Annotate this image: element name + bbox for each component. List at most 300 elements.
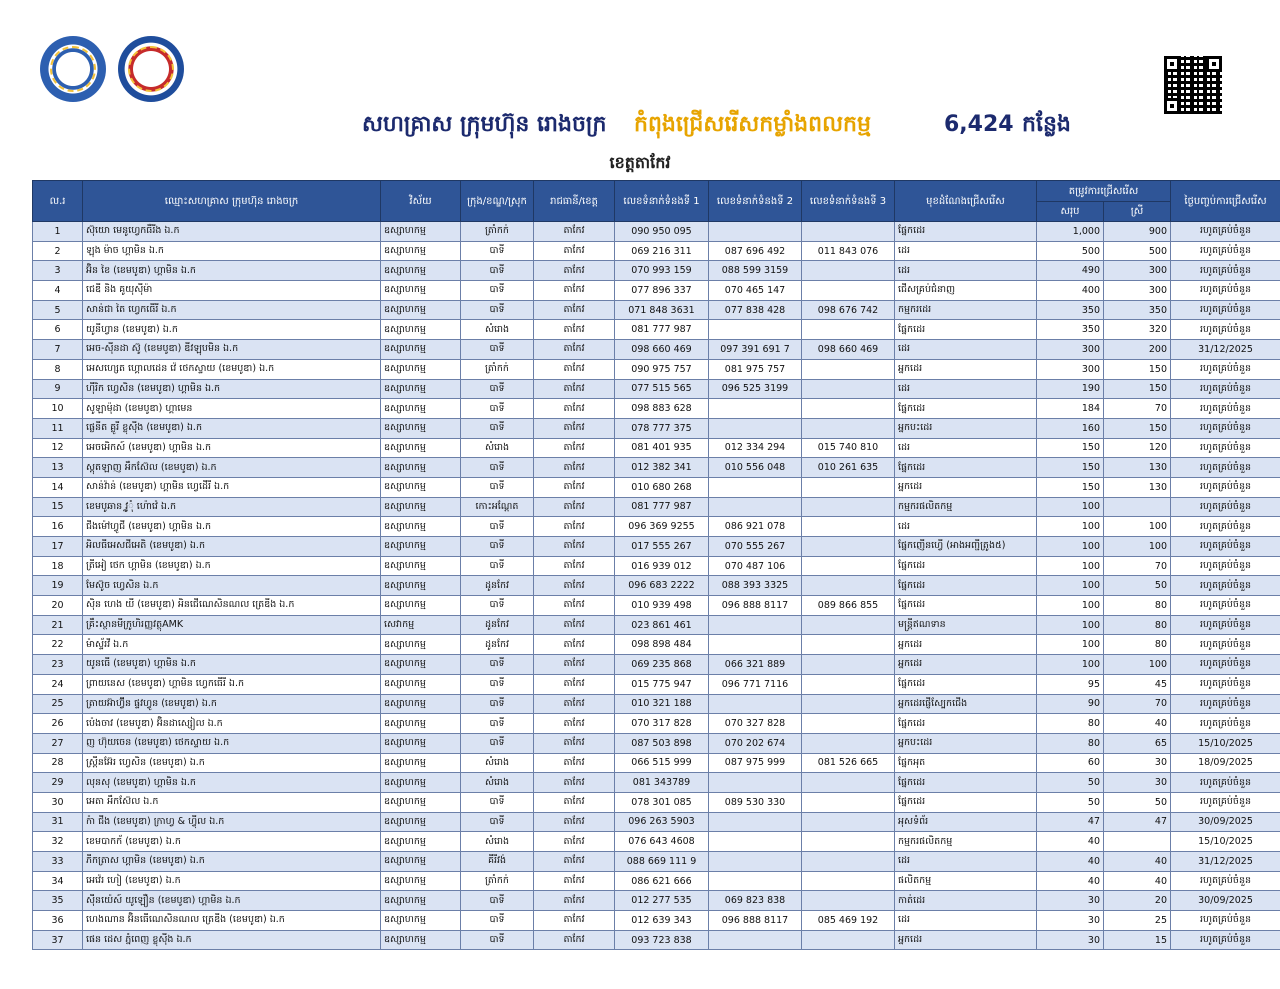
table-row bbox=[33, 674, 1280, 694]
cell-phone3 bbox=[802, 399, 895, 419]
cell-phone2 bbox=[709, 930, 802, 950]
cell-no: 1 bbox=[33, 222, 83, 242]
cell-district: បាទី bbox=[461, 714, 534, 734]
cell-phone3 bbox=[802, 615, 895, 635]
cell-name: ត្រាយអ៊ាហ៊្វីន ផ្ទវហ្វូន (ខេមបូឌា) ឯ.ក bbox=[83, 694, 381, 714]
cell-total: 1,000 bbox=[1037, 222, 1104, 242]
cell-deadline: រហូតគ្រប់ចំនួន bbox=[1171, 537, 1280, 557]
table-row bbox=[33, 399, 1280, 419]
cell-province: តាកែវ bbox=[534, 733, 615, 753]
cell-deadline: រហូតគ្រប់ចំនួន bbox=[1171, 477, 1280, 497]
cell-total: 150 bbox=[1037, 458, 1104, 478]
table-row bbox=[33, 497, 1280, 517]
cell-deadline: រហូតគ្រប់ចំនួន bbox=[1171, 418, 1280, 438]
cell-sector: ឧស្សាហកម្ម bbox=[381, 556, 461, 576]
cell-sector: ឧស្សាហកម្ម bbox=[381, 635, 461, 655]
cell-total: 40 bbox=[1037, 832, 1104, 852]
cell-total: 40 bbox=[1037, 852, 1104, 872]
cell-name: ស៊ុយោ មេនូហ្វេកធឺរីង ឯ.ក bbox=[83, 222, 381, 242]
cell-phone1: 069 216 311 bbox=[615, 241, 709, 261]
cell-phone1: 081 343789 bbox=[615, 773, 709, 793]
cell-total: 100 bbox=[1037, 556, 1104, 576]
cell-phone2 bbox=[709, 852, 802, 872]
title-main: សហគ្រាស ក្រុមហ៊ុន រោងចក្រ bbox=[362, 112, 607, 137]
cell-phone3: 010 261 635 bbox=[802, 458, 895, 478]
cell-province: តាកែវ bbox=[534, 852, 615, 872]
cell-total: 150 bbox=[1037, 438, 1104, 458]
cell-deadline: 30/09/2025 bbox=[1171, 891, 1280, 911]
cell-no: 2 bbox=[33, 241, 83, 261]
cell-district: បាទី bbox=[461, 300, 534, 320]
cell-position: ផ្នែកដេរ bbox=[895, 556, 1037, 576]
cell-phone2 bbox=[709, 418, 802, 438]
cell-district: គីរីវង់ bbox=[461, 852, 534, 872]
cell-female: 120 bbox=[1104, 438, 1171, 458]
cell-position: ផ្នែកដេរ bbox=[895, 458, 1037, 478]
cell-phone3: 081 526 665 bbox=[802, 753, 895, 773]
cell-deadline: រហូតគ្រប់ចំនួន bbox=[1171, 261, 1280, 281]
cell-phone2: 088 599 3159 bbox=[709, 261, 802, 281]
cell-phone3: 015 740 810 bbox=[802, 438, 895, 458]
cell-total: 95 bbox=[1037, 674, 1104, 694]
cell-total: 30 bbox=[1037, 911, 1104, 931]
cell-district: បាទី bbox=[461, 418, 534, 438]
cell-phone3 bbox=[802, 635, 895, 655]
table-row bbox=[33, 930, 1280, 950]
cell-district: ដូនកែវ bbox=[461, 635, 534, 655]
cell-sector: ឧស្សាហកម្ម bbox=[381, 261, 461, 281]
cell-female: 30 bbox=[1104, 753, 1171, 773]
cell-phone2 bbox=[709, 635, 802, 655]
cell-district: កោះអណ្តែត bbox=[461, 497, 534, 517]
cell-phone2: 070 555 267 bbox=[709, 537, 802, 557]
cell-female: 320 bbox=[1104, 320, 1171, 340]
cell-total: 47 bbox=[1037, 812, 1104, 832]
table-row bbox=[33, 418, 1280, 438]
cell-sector: ឧស្សាហកម្ម bbox=[381, 694, 461, 714]
cell-no: 11 bbox=[33, 418, 83, 438]
col-female: ស្រី bbox=[1104, 202, 1171, 222]
cell-total: 50 bbox=[1037, 773, 1104, 793]
table-row bbox=[33, 615, 1280, 635]
cell-total: 300 bbox=[1037, 359, 1104, 379]
col-deadline: ថ្ងៃបញ្ចប់ការជ្រើសរើស bbox=[1171, 181, 1280, 222]
cell-name: ផេន ដេស ភ្នំពេញ ខ្លុស៊ីង ឯ.ក bbox=[83, 930, 381, 950]
cell-no: 3 bbox=[33, 261, 83, 281]
cell-no: 35 bbox=[33, 891, 83, 911]
cell-position: កម្មករផលិតកម្ម bbox=[895, 497, 1037, 517]
cell-phone2: 070 487 106 bbox=[709, 556, 802, 576]
cell-phone3 bbox=[802, 674, 895, 694]
cell-district: បាទី bbox=[461, 694, 534, 714]
cell-district: បាទី bbox=[461, 399, 534, 419]
cell-name: សាន់វ៉ាន់ (ខេមបូឌា) ហ្គាមិន ហ្វេដើរី ឯ.ក bbox=[83, 477, 381, 497]
province-subtitle: ខេត្តតាកែវ bbox=[609, 153, 671, 172]
cell-phone2: 096 888 8117 bbox=[709, 911, 802, 931]
cell-phone2: 081 975 757 bbox=[709, 359, 802, 379]
cell-name: ហេងណាន អ៊ិនធើណេសិនណល ត្រេឌីង (ខេមបូឌា) ឯ.ក bbox=[83, 911, 381, 931]
cell-total: 490 bbox=[1037, 261, 1104, 281]
cell-district: សំរោង bbox=[461, 832, 534, 852]
cell-phone2 bbox=[709, 477, 802, 497]
cell-name: ជេឌី និង គូយុស៊ីម៉ា bbox=[83, 281, 381, 301]
cell-phone3 bbox=[802, 477, 895, 497]
cell-name: ព្រាយនេស (ខេមបូឌា) ហ្គាមិន ហ្វេកធើរី ឯ.ក bbox=[83, 674, 381, 694]
cell-phone2 bbox=[709, 871, 802, 891]
cell-deadline: រហូតគ្រប់ចំនួន bbox=[1171, 792, 1280, 812]
cell-position: អ្នកបះដេរ bbox=[895, 733, 1037, 753]
cell-no: 4 bbox=[33, 281, 83, 301]
cell-sector: ឧស្សាហកម្ម bbox=[381, 379, 461, 399]
cell-total: 150 bbox=[1037, 477, 1104, 497]
cell-name: ស៊ិន ហេង យី (ខេមបូឌា) អិនជើណេសិនណល ត្រេឌីង ឯ.ក bbox=[83, 596, 381, 616]
col-no: ល.រ bbox=[33, 181, 83, 222]
cell-district: បាទី bbox=[461, 596, 534, 616]
cell-phone3 bbox=[802, 379, 895, 399]
cell-sector: ឧស្សាហកម្ម bbox=[381, 497, 461, 517]
cell-position: ផ្នែកដេរ bbox=[895, 399, 1037, 419]
cell-district: ដូនកែវ bbox=[461, 615, 534, 635]
cell-deadline: រហូតគ្រប់ចំនួន bbox=[1171, 615, 1280, 635]
cell-female: 50 bbox=[1104, 576, 1171, 596]
cell-province: តាកែវ bbox=[534, 418, 615, 438]
cell-sector: ឧស្សាហកម្ម bbox=[381, 930, 461, 950]
cell-deadline: រហូតគ្រប់ចំនួន bbox=[1171, 497, 1280, 517]
cell-female: 45 bbox=[1104, 674, 1171, 694]
cell-phone2 bbox=[709, 812, 802, 832]
cell-phone1: 098 883 628 bbox=[615, 399, 709, 419]
cell-position: ដេរ bbox=[895, 379, 1037, 399]
cell-phone2: 097 391 691 7 bbox=[709, 340, 802, 360]
cell-phone2: 012 334 294 bbox=[709, 438, 802, 458]
cell-phone1: 010 680 268 bbox=[615, 477, 709, 497]
cell-sector: ឧស្សាហកម្ម bbox=[381, 438, 461, 458]
cell-phone2: 086 921 078 bbox=[709, 517, 802, 537]
cell-phone2: 010 556 048 bbox=[709, 458, 802, 478]
cell-phone2: 096 771 7116 bbox=[709, 674, 802, 694]
cell-position: ផ្នែកដេរ bbox=[895, 792, 1037, 812]
cell-phone1: 070 993 159 bbox=[615, 261, 709, 281]
cell-position: ផ្នែកដេរ bbox=[895, 222, 1037, 242]
cell-deadline: 31/12/2025 bbox=[1171, 340, 1280, 360]
cell-name: លុនសុ (ខេមបូឌា) ហ្គាមិន ឯ.ក bbox=[83, 773, 381, 793]
cell-sector: ឧស្សាហកម្ម bbox=[381, 674, 461, 694]
cell-province: តាកែវ bbox=[534, 911, 615, 931]
cell-position: ដេរ bbox=[895, 340, 1037, 360]
cell-female: 20 bbox=[1104, 891, 1171, 911]
cell-sector: ឧស្សាហកម្ម bbox=[381, 359, 461, 379]
cell-province: តាកែវ bbox=[534, 792, 615, 812]
cell-position: ផ្នែកអុត bbox=[895, 753, 1037, 773]
cell-female: 65 bbox=[1104, 733, 1171, 753]
cell-phone3 bbox=[802, 733, 895, 753]
cell-sector: ឧស្សាហកម្ម bbox=[381, 733, 461, 753]
cell-deadline: រហូតគ្រប់ចំនួន bbox=[1171, 359, 1280, 379]
table-row bbox=[33, 773, 1280, 793]
cell-position: ជើសគ្រប់ជំនាញ bbox=[895, 281, 1037, 301]
cell-phone1: 093 723 838 bbox=[615, 930, 709, 950]
table-row bbox=[33, 517, 1280, 537]
cell-name: យូនីហ្វាន (ខេមបូឌា) ឯ.ក bbox=[83, 320, 381, 340]
cell-total: 500 bbox=[1037, 241, 1104, 261]
cell-no: 33 bbox=[33, 852, 83, 872]
cell-female: 350 bbox=[1104, 300, 1171, 320]
cell-female bbox=[1104, 832, 1171, 852]
cell-district: បាទី bbox=[461, 241, 534, 261]
cell-phone3 bbox=[802, 871, 895, 891]
cell-sector: ឧស្សាហកម្ម bbox=[381, 320, 461, 340]
cell-name: ញ ហ៊ុយចេន (ខេមបូឌា) ថេកស្ទាយ ឯ.ក bbox=[83, 733, 381, 753]
cell-female: 15 bbox=[1104, 930, 1171, 950]
cell-province: តាកែវ bbox=[534, 615, 615, 635]
cell-sector: ឧស្សាហកម្ម bbox=[381, 399, 461, 419]
cell-position: ផ្នែកដេរ bbox=[895, 596, 1037, 616]
cell-phone1: 070 317 828 bbox=[615, 714, 709, 734]
cell-phone3 bbox=[802, 694, 895, 714]
cell-deadline: រហូតគ្រប់ចំនួន bbox=[1171, 714, 1280, 734]
cell-no: 14 bbox=[33, 477, 83, 497]
cell-position: ផលិតកម្ម bbox=[895, 871, 1037, 891]
cell-phone3 bbox=[802, 359, 895, 379]
cell-province: តាកែវ bbox=[534, 871, 615, 891]
cell-deadline: រហូតគ្រប់ចំនួន bbox=[1171, 871, 1280, 891]
cell-no: 20 bbox=[33, 596, 83, 616]
cell-deadline: រហូតគ្រប់ចំនួន bbox=[1171, 911, 1280, 931]
cell-province: តាកែវ bbox=[534, 359, 615, 379]
cell-name: មែស៊ូច ហ្វេសិន ឯ.ក bbox=[83, 576, 381, 596]
cell-name: ជីងម៉ៅហ្វូជី (ខេមបូឌា) ហ្គាមិន ឯ.ក bbox=[83, 517, 381, 537]
cell-phone3 bbox=[802, 576, 895, 596]
cell-province: តាកែវ bbox=[534, 891, 615, 911]
cell-province: តាកែវ bbox=[534, 340, 615, 360]
cell-phone1: 017 555 267 bbox=[615, 537, 709, 557]
cell-province: តាកែវ bbox=[534, 812, 615, 832]
cell-phone1: 090 950 095 bbox=[615, 222, 709, 242]
cell-province: តាកែវ bbox=[534, 832, 615, 852]
cell-female: 70 bbox=[1104, 694, 1171, 714]
cell-total: 50 bbox=[1037, 792, 1104, 812]
cell-district: បាទី bbox=[461, 340, 534, 360]
cell-phone2: 096 525 3199 bbox=[709, 379, 802, 399]
cell-phone2 bbox=[709, 832, 802, 852]
cell-total: 80 bbox=[1037, 714, 1104, 734]
cell-sector: ឧស្សាហកម្ម bbox=[381, 753, 461, 773]
cell-position: ដេរ bbox=[895, 852, 1037, 872]
cell-name: អេតា អឹកស៊ែល ឯ.ក bbox=[83, 792, 381, 812]
table-row bbox=[33, 792, 1280, 812]
cell-name: ភីកត្រាស ហ្គាមិន (ខេមបូឌា) ឯ.ក bbox=[83, 852, 381, 872]
cell-female: 150 bbox=[1104, 418, 1171, 438]
table-row bbox=[33, 359, 1280, 379]
cell-phone2 bbox=[709, 497, 802, 517]
cell-deadline: រហូតគ្រប់ចំនួន bbox=[1171, 379, 1280, 399]
cell-sector: ឧស្សាហកម្ម bbox=[381, 871, 461, 891]
cell-sector: ឧស្សាហកម្ម bbox=[381, 222, 461, 242]
cell-province: តាកែវ bbox=[534, 635, 615, 655]
cell-province: តាកែវ bbox=[534, 281, 615, 301]
cell-total: 100 bbox=[1037, 537, 1104, 557]
cell-sector: ឧស្សាហកម្ម bbox=[381, 812, 461, 832]
cell-district: ដូនកែវ bbox=[461, 576, 534, 596]
cell-phone1: 012 639 343 bbox=[615, 911, 709, 931]
cell-phone1: 069 235 868 bbox=[615, 655, 709, 675]
cell-name: ខេមបាកក័ (ខេមបូឌា) ឯ.ក bbox=[83, 832, 381, 852]
cell-province: តាកែវ bbox=[534, 517, 615, 537]
cell-no: 22 bbox=[33, 635, 83, 655]
cell-position: ដេរ bbox=[895, 241, 1037, 261]
cell-deadline: រហូតគ្រប់ចំនួន bbox=[1171, 399, 1280, 419]
cell-female: 100 bbox=[1104, 537, 1171, 557]
cell-sector: ឧស្សាហកម្ម bbox=[381, 418, 461, 438]
table-row bbox=[33, 871, 1280, 891]
table-row bbox=[33, 832, 1280, 852]
cell-phone1: 096 683 2222 bbox=[615, 576, 709, 596]
cell-deadline: 18/09/2025 bbox=[1171, 753, 1280, 773]
cell-district: សំរោង bbox=[461, 320, 534, 340]
cell-phone1: 012 277 535 bbox=[615, 891, 709, 911]
cell-position: ផ្នែកញើនហ្វើ (អាងអញ្ជីត្រូង៥) bbox=[895, 537, 1037, 557]
cell-phone1: 081 401 935 bbox=[615, 438, 709, 458]
cell-phone3: 098 676 742 bbox=[802, 300, 895, 320]
cell-phone3 bbox=[802, 556, 895, 576]
cell-phone1: 078 777 375 bbox=[615, 418, 709, 438]
cell-deadline: 31/12/2025 bbox=[1171, 852, 1280, 872]
cell-phone3 bbox=[802, 261, 895, 281]
cell-sector: ឧស្សាហកម្ម bbox=[381, 517, 461, 537]
cell-phone3 bbox=[802, 222, 895, 242]
table-row bbox=[33, 812, 1280, 832]
cell-no: 9 bbox=[33, 379, 83, 399]
cell-female: 300 bbox=[1104, 261, 1171, 281]
cell-sector: ឧស្សាហកម្ម bbox=[381, 281, 461, 301]
cell-phone2 bbox=[709, 222, 802, 242]
cell-phone1: 010 939 498 bbox=[615, 596, 709, 616]
cell-sector: ឧស្សាហកម្ម bbox=[381, 537, 461, 557]
cell-total: 190 bbox=[1037, 379, 1104, 399]
cell-female: 47 bbox=[1104, 812, 1171, 832]
cell-phone2 bbox=[709, 615, 802, 635]
cell-no: 8 bbox=[33, 359, 83, 379]
cell-deadline: រហូតគ្រប់ចំនួន bbox=[1171, 674, 1280, 694]
cell-phone2 bbox=[709, 773, 802, 793]
cell-phone1: 010 321 188 bbox=[615, 694, 709, 714]
cell-no: 32 bbox=[33, 832, 83, 852]
cell-female: 70 bbox=[1104, 556, 1171, 576]
cell-total: 160 bbox=[1037, 418, 1104, 438]
cell-female: 300 bbox=[1104, 281, 1171, 301]
cell-phone3 bbox=[802, 537, 895, 557]
cell-female: 200 bbox=[1104, 340, 1171, 360]
cell-position: កាត់ដេរ bbox=[895, 891, 1037, 911]
cell-position: អ្នកដេរ bbox=[895, 359, 1037, 379]
col-district: ក្រុង/ខណ្ឌ/ស្រុក bbox=[461, 181, 534, 222]
cell-sector: ឧស្សាហកម្ម bbox=[381, 241, 461, 261]
table-row bbox=[33, 241, 1280, 261]
cell-position: អ្នកដេរ bbox=[895, 655, 1037, 675]
cell-no: 28 bbox=[33, 753, 83, 773]
cell-deadline: រហូតគ្រប់ចំនួន bbox=[1171, 438, 1280, 458]
table-row bbox=[33, 911, 1280, 931]
cell-phone3 bbox=[802, 281, 895, 301]
cell-no: 15 bbox=[33, 497, 83, 517]
total-unit: កន្លែង bbox=[1022, 112, 1071, 137]
cell-name: ស្តុតឡាញ អឹកស៊ែល (ខេមបូឌា) ឯ.ក bbox=[83, 458, 381, 478]
page-title bbox=[0, 108, 1280, 142]
cell-total: 80 bbox=[1037, 733, 1104, 753]
cell-sector: ឧស្សាហកម្ម bbox=[381, 576, 461, 596]
cell-total: 100 bbox=[1037, 596, 1104, 616]
cell-deadline: រហូតគ្រប់ចំនួន bbox=[1171, 773, 1280, 793]
cell-sector: ឧស្សាហកម្ម bbox=[381, 300, 461, 320]
cell-name: អេវ៉េរ ហៀ (ខេមបូឌា) ឯ.ក bbox=[83, 871, 381, 891]
cell-female: 500 bbox=[1104, 241, 1171, 261]
cell-position: អ្នកដេរផ្ញើស្បែកជើង bbox=[895, 694, 1037, 714]
cell-district: បាទី bbox=[461, 792, 534, 812]
cell-province: តាកែវ bbox=[534, 497, 615, 517]
cell-district: បាទី bbox=[461, 261, 534, 281]
cell-no: 31 bbox=[33, 812, 83, 832]
cell-phone1: 015 775 947 bbox=[615, 674, 709, 694]
table-row bbox=[33, 576, 1280, 596]
cell-name: ក៉ា ជីង (ខេមបូឌា) ក្រាហ្វ & ហ្វ៉ីល ឯ.ក bbox=[83, 812, 381, 832]
cell-sector: ឧស្សាហកម្ម bbox=[381, 655, 461, 675]
cell-deadline: រហូតគ្រប់ចំនួន bbox=[1171, 517, 1280, 537]
qr-code-icon[interactable] bbox=[1164, 56, 1222, 114]
cell-sector: ឧស្សាហកម្ម bbox=[381, 458, 461, 478]
cell-phone2 bbox=[709, 694, 802, 714]
cell-phone1: 096 369 9255 bbox=[615, 517, 709, 537]
cell-deadline: រហូតគ្រប់ចំនួន bbox=[1171, 556, 1280, 576]
cell-name: សាន់ជា តៃ ហ្វេកធើរី ឯ.ក bbox=[83, 300, 381, 320]
cell-female: 130 bbox=[1104, 477, 1171, 497]
cell-total: 400 bbox=[1037, 281, 1104, 301]
cell-female: 100 bbox=[1104, 655, 1171, 675]
cell-district: បាទី bbox=[461, 517, 534, 537]
cell-district: បាទី bbox=[461, 674, 534, 694]
cell-phone1: 098 660 469 bbox=[615, 340, 709, 360]
cell-sector: ឧស្សាហកម្ម bbox=[381, 852, 461, 872]
cell-province: តាកែវ bbox=[534, 438, 615, 458]
cell-phone3: 011 843 076 bbox=[802, 241, 895, 261]
cell-district: ត្រាំកក់ bbox=[461, 222, 534, 242]
cell-province: តាកែវ bbox=[534, 773, 615, 793]
cell-phone1: 078 301 085 bbox=[615, 792, 709, 812]
cell-phone1: 088 669 111 9 bbox=[615, 852, 709, 872]
cell-phone3 bbox=[802, 418, 895, 438]
cell-position: អុសទំព័រ bbox=[895, 812, 1037, 832]
cell-district: បាទី bbox=[461, 281, 534, 301]
cell-position: អ្នកដេរ bbox=[895, 635, 1037, 655]
cell-female bbox=[1104, 497, 1171, 517]
cell-phone2: 087 696 492 bbox=[709, 241, 802, 261]
col-name: ឈ្មោះសហគ្រាស ក្រុមហ៊ុន រោងចក្រ bbox=[83, 181, 381, 222]
cell-no: 12 bbox=[33, 438, 83, 458]
cell-name: សូឡាម៉ុដា (ខេមបូឌា) ហ្គាមេន bbox=[83, 399, 381, 419]
title-highlight: កំពុងជ្រើសរើសកម្លាំងពលកម្ម bbox=[634, 112, 871, 137]
cell-phone3 bbox=[802, 832, 895, 852]
cell-phone2: 070 202 674 bbox=[709, 733, 802, 753]
employment-agency-logo-icon bbox=[118, 36, 184, 102]
table-row bbox=[33, 596, 1280, 616]
cell-deadline: រហូតគ្រប់ចំនួន bbox=[1171, 635, 1280, 655]
cell-phone2 bbox=[709, 399, 802, 419]
cell-phone3 bbox=[802, 320, 895, 340]
cell-no: 6 bbox=[33, 320, 83, 340]
cell-female: 100 bbox=[1104, 517, 1171, 537]
cell-position: ផ្នែកដេរ bbox=[895, 320, 1037, 340]
cell-name: អេសហ្សេត ហ្គោលដេន វ៉េ ថេកស្ទាយ (ខេមបូឌា) ឯ.ក bbox=[83, 359, 381, 379]
cell-phone3 bbox=[802, 812, 895, 832]
